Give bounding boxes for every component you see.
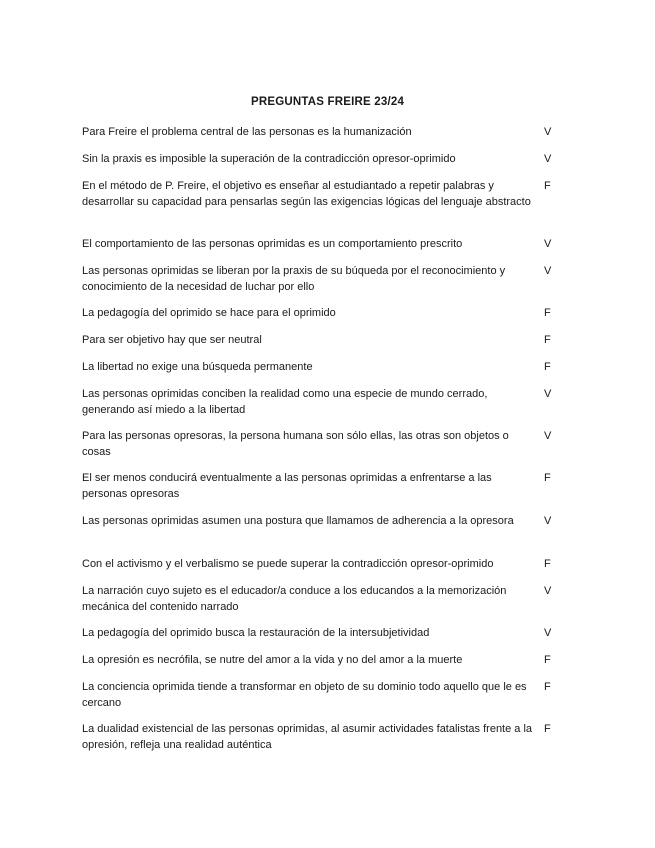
answer-label: F	[544, 472, 551, 484]
answer-label: F	[544, 654, 551, 666]
answer-label: V	[544, 126, 552, 138]
answer-label: F	[544, 723, 551, 735]
answer-label: F	[544, 361, 551, 373]
question-text: La dualidad existencial de las personas oprimidas, al asumir actividades fatalistas frente a la opresión, refleja una realidad auténtica	[82, 723, 533, 751]
question-text: En el método de P. Freire, el objetivo es enseñar al estudiantado a repetir palabras y desarrollar su capacidad para pensarlas según las exigencias lógicas del lenguaje abstracto	[82, 180, 531, 208]
question-text: La libertad no exige una búsqueda permanente	[82, 361, 313, 373]
answer-label: V	[544, 388, 552, 400]
question-text: Las personas oprimidas conciben la realidad como una especie de mundo cerrado, generando así miedo a la libertad	[82, 388, 488, 416]
answer-label: V	[544, 627, 552, 639]
answer-label: V	[544, 153, 552, 165]
question-text: El comportamiento de las personas oprimidas es un comportamiento prescrito	[82, 238, 463, 250]
question-text: La pedagogía del oprimido busca la restauración de la intersubjetividad	[82, 627, 430, 639]
answer-label: V	[544, 585, 552, 597]
answer-label: F	[544, 334, 551, 346]
answer-label: V	[544, 430, 552, 442]
question-text: Para ser objetivo hay que ser neutral	[82, 334, 262, 346]
answer-label: F	[544, 180, 551, 192]
question-text: Las personas oprimidas asumen una postura que llamamos de adherencia a la opresora	[82, 515, 514, 527]
answer-label: V	[544, 238, 552, 250]
question-text: Sin la praxis es imposible la superación de la contradicción opresor-oprimido	[82, 153, 456, 165]
question-text: La opresión es necrófila, se nutre del amor a la vida y no del amor a la muerte	[82, 654, 463, 666]
answer-label: V	[544, 265, 552, 277]
answer-label: F	[544, 558, 551, 570]
answer-label: V	[544, 515, 552, 527]
question-text: El ser menos conducirá eventualmente a las personas oprimidas a enfrentarse a las personas opresoras	[82, 472, 492, 500]
document-title: PREGUNTAS FREIRE 23/24	[250, 96, 405, 108]
question-text: La conciencia oprimida tiende a transformar en objeto de su dominio todo aquello que le es cercano	[82, 681, 527, 709]
question-text: Con el activismo y el verbalismo se puede superar la contradicción opresor-oprimido	[82, 558, 494, 570]
answer-label: F	[544, 307, 551, 319]
question-text: La narración cuyo sujeto es el educador/a conduce a los educandos a la memorización mecánica del contenido narrado	[82, 585, 507, 613]
answer-label: F	[544, 681, 551, 693]
question-text: Para las personas opresoras, la persona humana son sólo ellas, las otras son objetos o cosas	[82, 430, 509, 458]
question-text: La pedagogía del oprimido se hace para el oprimido	[82, 307, 336, 319]
question-text: Para Freire el problema central de las personas es la humanización	[82, 126, 412, 138]
question-text: Las personas oprimidas se liberan por la praxis de su búqueda por el reconocimiento y conocimiento de la necesidad de luchar por ello	[82, 265, 506, 293]
